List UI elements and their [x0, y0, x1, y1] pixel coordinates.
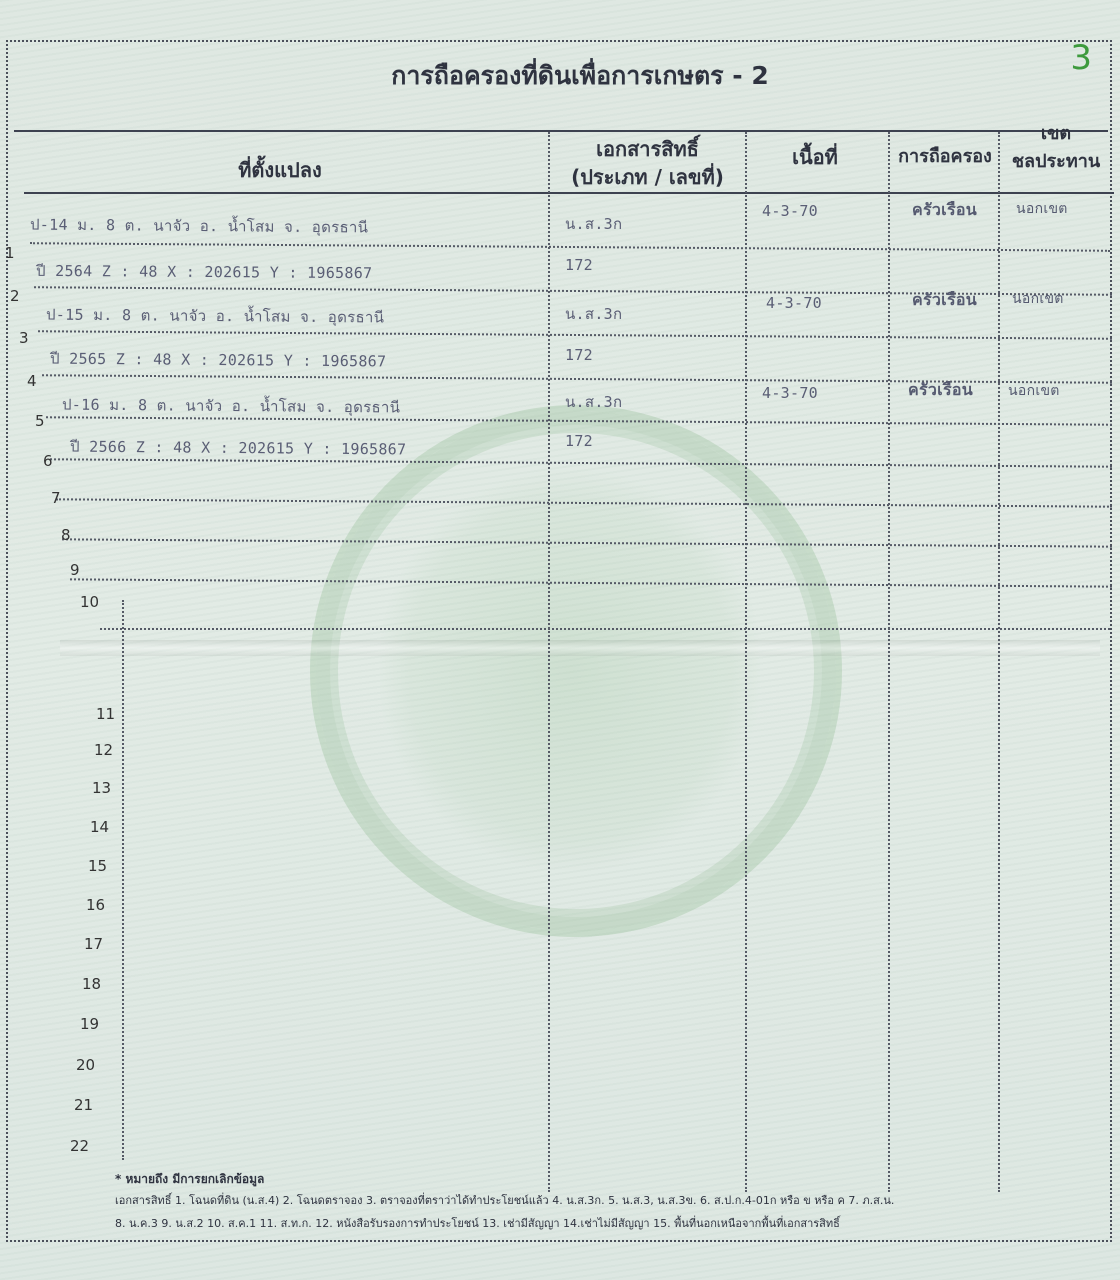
header-irrigation [1000, 120, 1112, 176]
entry-document-type: น.ส.3ก [565, 393, 623, 411]
row-number: 7 [51, 489, 61, 507]
row-number: 19 [80, 1015, 100, 1033]
header-document-title: เอกสารสิทธิ์ [596, 137, 699, 161]
entry-holding: ครัวเรือน [912, 200, 977, 219]
section-rule [100, 628, 1110, 630]
header-document-subtitle: (ประเภท / เลขที่) [571, 165, 724, 189]
row-number: 12 [94, 741, 114, 759]
footnote-document-types-line2: 8. น.ค.3 9. น.ส.2 10. ส.ค.1 11. ส.ท.ก. 12. หนังสือรับรองการทำประโยชน์ 13. เช่ามีสัญญา 14.เช่าไม่มีสัญญา 15. พื้นที่นอกเหนือจากพื้นที่เอกสารสิทธิ์ [115, 1217, 840, 1230]
header-holding: การถือครอง [898, 146, 992, 167]
entry-irrigation: นอกเขต [1012, 291, 1064, 307]
entry-area: 4-3-70 [766, 294, 822, 312]
row-number: 18 [82, 975, 102, 993]
entry-location: ป-16 ม. 8 ต. นาจัว อ. น้ำโสม จ. อุดรธานี [61, 395, 401, 417]
page-title: การถือครองที่ดินเพื่อการเกษตร - 2 [391, 61, 769, 90]
row-number: 17 [84, 935, 104, 953]
footnote-document-types-line1: เอกสารสิทธิ์ 1. โฉนดที่ดิน (น.ส.4) 2. โฉนดตราจอง 3. ตราจองที่ตราว่าได้ทำประโยชน์แล้ว 4. น.ส.3ก. 5. น.ส.3, น.ส.3ข. 6. ส.ป.ก.4-01ก หรือ ข หรือ ค 7. ภ.ส.น. [115, 1194, 895, 1207]
divider-holding-irrigation [998, 132, 1000, 1192]
row-number: 22 [70, 1137, 90, 1155]
entry-coordinates: ปี 2564 Z : 48 X : 202615 Y : 1965867 [35, 261, 373, 283]
page-number: 3 [1070, 38, 1092, 78]
entry-document-number: 172 [565, 432, 593, 450]
row-number: 9 [70, 561, 80, 579]
row-number: 8 [61, 526, 71, 544]
row-number: 2 [10, 287, 20, 305]
footnote-cancellation-mark: * หมายถึง มีการยกเลิกข้อมูล [115, 1172, 265, 1186]
row-number: 11 [96, 705, 116, 723]
entry-document-number: 172 [565, 346, 593, 364]
entry-holding: ครัวเรือน [908, 380, 973, 399]
header-irrigation-line1: เขต [1040, 123, 1072, 144]
divider-area-holding [888, 132, 890, 1192]
entry-document-number: 172 [565, 256, 593, 274]
header-document [550, 135, 745, 191]
entry-coordinates: ปี 2565 Z : 48 X : 202615 Y : 1965867 [49, 349, 387, 371]
entry-area: 4-3-70 [762, 202, 818, 220]
row-number: 10 [80, 593, 100, 611]
entry-document-type: น.ส.3ก [565, 305, 623, 323]
header-area: เนื้อที่ [792, 145, 838, 169]
header-top-rule [14, 130, 1108, 132]
entry-location: ป-15 ม. 8 ต. นาจัว อ. น้ำโสม จ. อุดรธานี [45, 305, 385, 327]
row-number: 20 [76, 1056, 96, 1074]
divider-row-numbers [122, 600, 124, 1160]
row-number: 14 [90, 818, 110, 836]
row-number: 4 [27, 372, 37, 390]
row-number: 5 [35, 412, 45, 430]
row-number: 1 [5, 244, 15, 262]
entry-area: 4-3-70 [762, 384, 818, 402]
header-bottom-rule [24, 192, 1114, 194]
header-irrigation-line2: ชลประทาน [1011, 151, 1101, 172]
entry-irrigation: นอกเขต [1016, 201, 1068, 217]
row-number: 3 [19, 329, 29, 347]
row-number: 6 [43, 452, 53, 470]
row-number: 16 [86, 896, 106, 914]
header-location: ที่ตั้งแปลง [238, 158, 322, 182]
entry-holding: ครัวเรือน [912, 290, 977, 309]
entry-coordinates: ปี 2566 Z : 48 X : 202615 Y : 1965867 [69, 437, 407, 459]
entry-location: ป-14 ม. 8 ต. นาจัว อ. น้ำโสม จ. อุดรธานี [29, 215, 369, 237]
row-number: 21 [74, 1096, 94, 1114]
entry-document-type: น.ส.3ก [565, 215, 623, 233]
entry-irrigation: นอกเขต [1008, 383, 1060, 399]
row-number: 15 [88, 857, 108, 875]
row-number: 13 [92, 779, 112, 797]
